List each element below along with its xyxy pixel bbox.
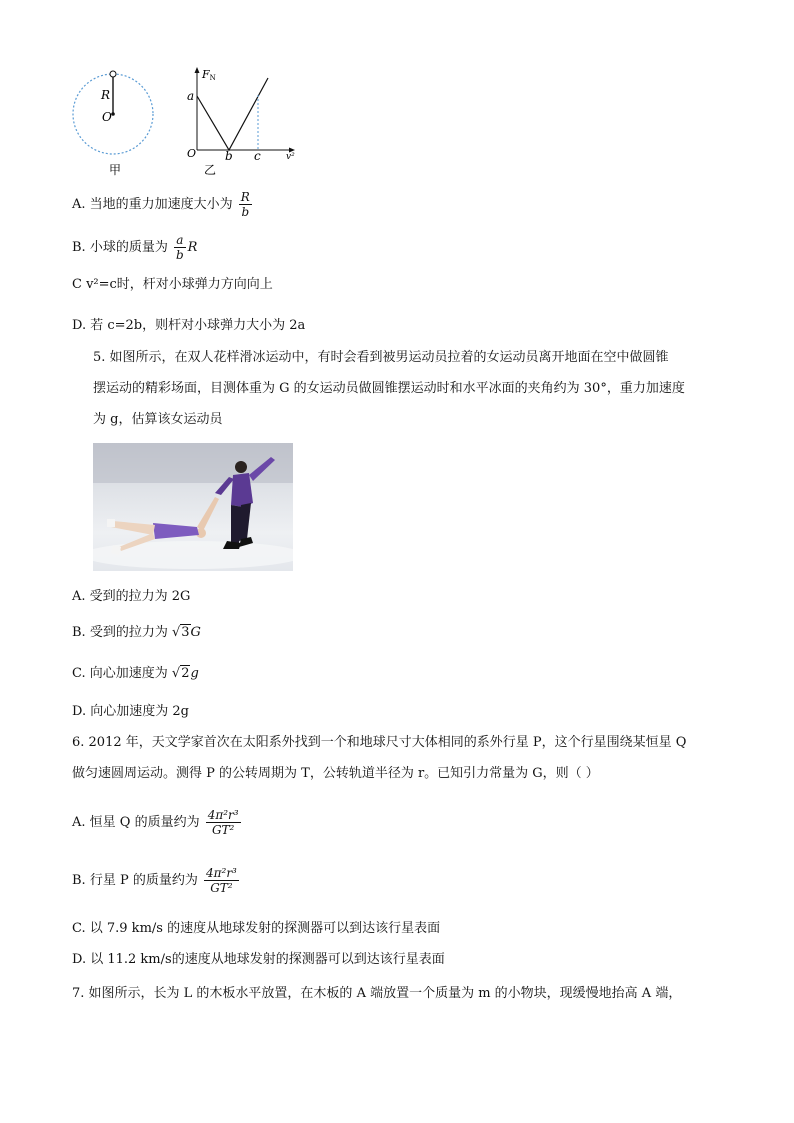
q4-optB-fraction: $\frac{a}{b}$ [175,233,184,262]
x-axis-label: v² [286,152,295,162]
label-O: O [102,110,112,124]
q6-option-b: B. 行星 P 的质量约为 $\frac{\text{4π²r³}}{\text{GT²}}$ [72,866,237,895]
q6-option-c: C. 以 7.9 km/s 的速度从地球发射的探测器可以到达该行星表面 [72,921,441,936]
top-pivot [110,71,116,77]
q5-option-c: C. 向心加速度为 √2g [72,666,199,681]
q5-option-d: D. 向心加速度为 2g [72,704,189,719]
q5-option-a: A. 受到的拉力为 2G [72,589,191,604]
sqrt-2: √2 [171,666,190,681]
q6-option-a: A. 恒星 Q 的质量约为 $\frac{\text{4π²r³}}{\text{GT²}}$ [72,808,239,837]
q6-stem-line2: 做匀速圆周运动。测得 P 的公转周期为 T，公转轨道半径为 r。已知引力常量为 G，则（ ） [72,766,599,781]
q6-optA-fraction: $\frac{\text{4π²r³}}{\text{GT²}}$ [207,808,239,837]
q4-optA-fraction: $\frac{R}{b}$ [240,190,250,219]
q4-option-b: B. 小球的质量为 $\frac{a}{b}$ R [72,233,198,262]
q5-stem-line3: 为 g，估算该女运动员 [93,412,223,427]
y-axis-label: FN [202,68,216,82]
q5-stem-line1: 5. 如图所示，在双人花样滑冰运动中，有时会看到被男运动员拉着的女运动员离开地面在空中做圆锥 [93,350,669,365]
label-R: R [101,88,111,102]
caption-jia: 甲 [109,163,122,177]
q6-stem-line1: 6. 2012 年，天文学家首次在太阳系外找到一个和地球尺寸大体相同的系外行星 P，这个行星围绕某恒星 Q [72,735,687,750]
q4-option-a: A. 当地的重力加速度大小为 $\frac{R}{b}$ [72,190,250,219]
caption-yi: 乙 [204,163,217,177]
label-a: a [187,89,195,103]
label-c: c [254,149,261,163]
q6-optB-fraction: $\frac{\text{4π²r³}}{\text{GT²}}$ [205,866,237,895]
q7-stem-line1: 7. 如图所示，长为 L 的木板水平放置，在木板的 A 端放置一个质量为 m 的小物块，现缓慢地抬高 A 端， [72,986,682,1001]
sqrt-3: √3 [171,625,190,640]
y-axis-arrow [195,67,200,73]
label-origin: O [187,147,197,160]
q4-option-d: D. 若 c=2b，则杆对小球弹力大小为 2a [72,318,306,333]
q6-option-d: D. 以 11.2 km/s的速度从地球发射的探测器可以到达该行星表面 [72,952,445,967]
figure-circle [66,64,162,180]
figure-graph [182,64,302,180]
q5-option-b: B. 受到的拉力为 √3G [72,625,201,640]
graph-line [197,78,268,150]
q5-stem-line2: 摆运动的精彩场面，目测体重为 G 的女运动员做圆锥摆运动时和水平冰面的夹角约为 30°，重力加速度 [93,381,685,396]
figure-skating-photo [93,443,293,571]
q4-option-c: C v²=c时，杆对小球弹力方向向上 [72,277,273,292]
label-b: b [225,149,233,163]
